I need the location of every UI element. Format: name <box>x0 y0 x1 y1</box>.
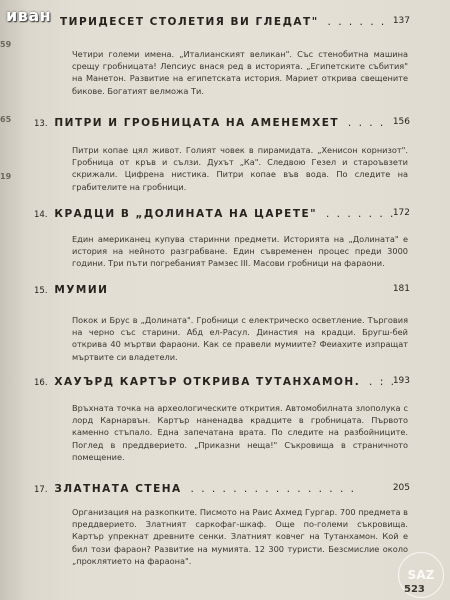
chapter-title: КРАДЦИ В „ДОЛИНАТА НА ЦАРЕТЕ" <box>54 208 318 220</box>
chapter-summary: Връхната точка на археологическите открития. Автомобилната злополука с лорд Карнарвън. Картър наненадва крадците в гробницата. Първото каменно стъпало. Една запечатана врата. По следите на разбойниците. Поглед в преддверието. „Приказни неща!" Съкровища в страничното помещение. <box>72 403 408 462</box>
leader-dots: . . . . . . . <box>325 208 396 220</box>
chapter-summary: Питри копае цял живот. Голият човек в пирамидата. „Хенисон корнизот". Гробница от кръв и сълзи. Духът „Ка". Следвою Гезел и староъвзети скрижали. Цифрена нистика. Питри копае във вода. По следите на грабителите на гробници. <box>72 145 408 192</box>
chapter-page: 181 <box>392 284 410 294</box>
watermark-text: иван <box>6 6 52 25</box>
chapter-heading <box>60 16 410 28</box>
chapter-title: ХАУЪРД КАРТЪР ОТКРИВА ТУТАНХАМОН. <box>54 376 361 388</box>
chapter-title: ПИТРИ И ГРОБНИЦАТА НА АМЕНЕМХЕТ <box>54 117 340 129</box>
chapter-heading <box>34 208 410 220</box>
chapter-page: 172 <box>392 208 410 218</box>
chapter-title: МУМИИ <box>54 284 109 296</box>
chapter-summary: Организация на разкопките. Писмото на Раис Ахмед Гургар. 700 предмета в преддверието. Златният саркофаг-шкаф. Още по-големи съкровища. Картър упрекнат древните сенки. Златният ковчег на Тутанхамон. Кой е бил този фараон? Развитие на мумията. 12 300 туристи. Безсмислие около „проклятието на фараона". <box>72 507 408 566</box>
chapter-page: 156 <box>392 117 410 127</box>
leader-dots: . . . . . . <box>327 16 387 28</box>
chapter-number: 15. <box>34 286 48 296</box>
chapter-number: 13. <box>34 119 48 129</box>
chapter-heading <box>34 284 410 296</box>
margin-number: 59 <box>0 40 12 49</box>
chapter-page: 137 <box>392 16 410 26</box>
leader-dots: . : . <box>369 376 396 388</box>
chapter-number: 17. <box>34 485 48 495</box>
chapter-summary: Покок и Брус в „Долината". Гробници с електрическо осветление. Търговия на черно със старини. Абд ел-Расул. Династия на крадци. Бругш-бей открива 40 мъртви фараони. Как се правели мумиите? Феиахите изпращат мъртвите си владетели. <box>72 315 408 362</box>
logo-text: SAZ <box>407 568 435 582</box>
chapter-number: 16. <box>34 378 48 388</box>
chapter-heading <box>34 376 410 388</box>
chapter-page: 205 <box>392 483 410 493</box>
page-number: 523 <box>404 584 425 595</box>
chapter-summary: Четири големи имена. „Италианският великан". Със стенобитна машина срещу гробницата! Лепсиус внася ред в историята. „Египетските събития" на Манетон. Развитие на египетската история. Мариет открива свещените бикове. Богатият велможа Ти. <box>72 49 408 96</box>
margin-number: 65 <box>0 115 12 124</box>
leader-dots: . . . . <box>347 117 386 129</box>
chapter-summary: Един американец купува старинни предмети. Историята на „Долината" е история на нейното разграбване. Един съвременен процес преди 3000 години. Три пъти погребаният Рамзес III. Масови гробници на фараони. <box>72 234 408 269</box>
leader-dots: . . . . . . . . . . . . . . . . <box>190 483 356 495</box>
chapter-heading <box>34 483 410 495</box>
margin-number: 19 <box>0 172 12 181</box>
chapter-page: 193 <box>392 376 410 386</box>
chapter-title: ТИРИДЕСЕТ СТОЛЕТИЯ ВИ ГЛЕДАТ" <box>60 16 319 28</box>
chapter-number: 14. <box>34 210 48 220</box>
chapter-heading <box>34 117 410 129</box>
chapter-title: ЗЛАТНАТА СТЕНА <box>54 483 182 495</box>
